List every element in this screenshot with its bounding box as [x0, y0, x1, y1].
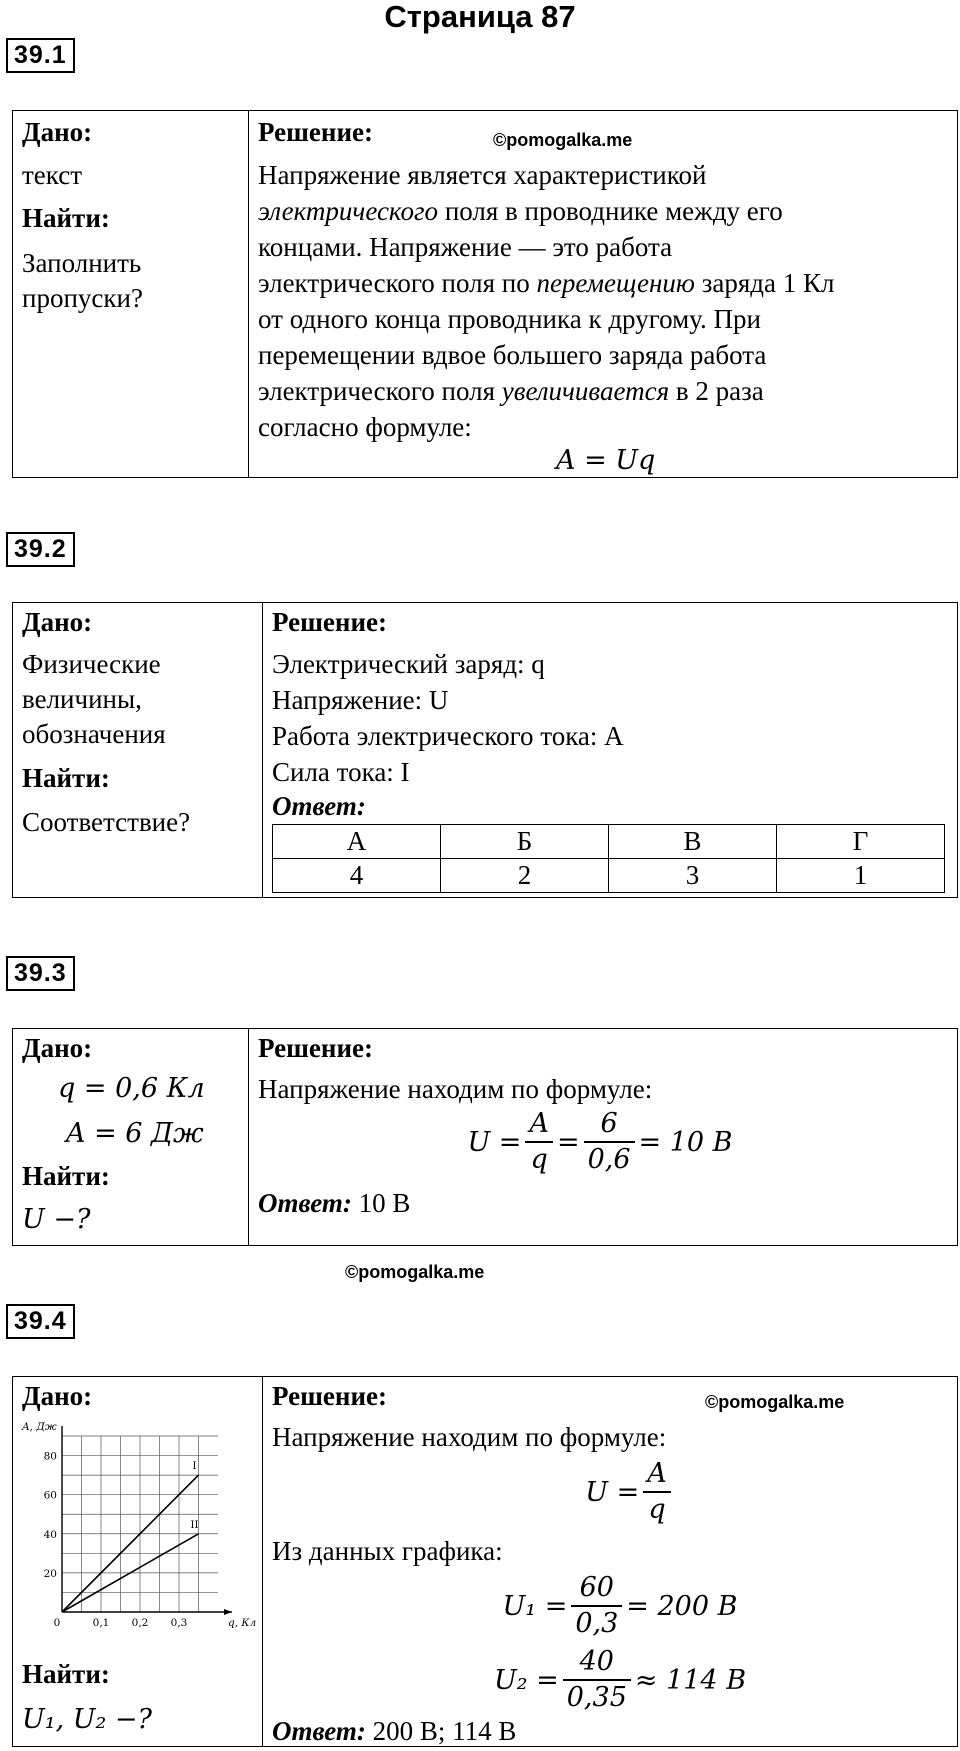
denominator: q [648, 1494, 666, 1525]
answer-line [272, 1713, 516, 1749]
find-value: U −? [22, 1204, 91, 1235]
graph-work-vs-charge [20, 1416, 257, 1648]
solution-line [258, 265, 834, 301]
table-row [273, 825, 945, 859]
solution-line: Из данных графика: [272, 1536, 503, 1566]
watermark: ©pomogalka.me [345, 1262, 485, 1282]
table-cell: В [609, 825, 777, 859]
formula [540, 1452, 720, 1532]
fraction [525, 1107, 553, 1177]
table-cell: Б [441, 825, 609, 859]
formula-part: U₂ = [493, 1664, 559, 1696]
find-value: Заполнить [22, 248, 142, 278]
y-tick-label: 40 [43, 1528, 57, 1541]
solution-label: Решение: [272, 607, 387, 637]
fraction [571, 1571, 622, 1641]
solution-line: концами. Напряжение — это работа [258, 232, 673, 262]
table-cell: 1 [777, 859, 945, 893]
solution-line [258, 373, 764, 409]
table-row [273, 859, 945, 893]
formula [440, 1102, 760, 1182]
numerator: A [525, 1107, 553, 1143]
solution-label: Решение: [258, 117, 373, 147]
text: в 2 раза [669, 376, 764, 406]
table-cell: 2 [441, 859, 609, 893]
column-divider [248, 110, 249, 478]
series-label: II [190, 1519, 199, 1531]
solution-line [258, 193, 783, 229]
given-label: Дано: [22, 117, 93, 147]
denominator: 0,35 [566, 1682, 627, 1713]
page-title: Страница 87 [384, 0, 576, 34]
solution-label: Решение: [272, 1381, 387, 1411]
task-number-39-1: 39.1 [6, 38, 75, 73]
answer-value: 200 В; 114 В [365, 1716, 517, 1746]
find-label: Найти: [22, 203, 110, 233]
watermark: ©pomogalka.me [493, 130, 633, 150]
table-cell: А [273, 825, 441, 859]
table-cell: 3 [609, 859, 777, 893]
formula-part: U = [585, 1476, 640, 1508]
given-label: Дано: [22, 1033, 93, 1063]
graph-lines [62, 1475, 199, 1612]
find-value: пропуски? [22, 283, 143, 313]
find-value: Соответствие? [22, 807, 191, 837]
given-value: обозначения [22, 719, 166, 749]
task-number-39-2: 39.2 [6, 532, 75, 567]
task-number-39-4: 39.4 [6, 1304, 75, 1339]
denominator: 0,6 [587, 1144, 631, 1175]
solution-line: согласно формуле: [258, 412, 472, 442]
y-tick-label: 80 [43, 1450, 57, 1463]
denominator: 0,3 [575, 1608, 619, 1639]
answer-label: Ответ: [272, 1716, 366, 1746]
formula [470, 1640, 770, 1720]
given-value: q = 0,6 Кл [58, 1073, 205, 1104]
find-value: U₁, U₂ −? [22, 1704, 153, 1735]
column-divider [262, 1376, 263, 1747]
solution-label: Решение: [258, 1033, 373, 1063]
x-axis-label: q, Кл [228, 1617, 257, 1629]
find-label: Найти: [22, 1659, 110, 1689]
numerator: A [643, 1457, 671, 1493]
formula-part: = 10 В [638, 1126, 733, 1158]
emphasis: перемещению [536, 268, 695, 298]
denominator: q [530, 1144, 548, 1175]
fraction [563, 1645, 631, 1715]
formula-part: = [556, 1126, 580, 1158]
watermark: ©pomogalka.me [705, 1392, 845, 1412]
table-cell: 4 [273, 859, 441, 893]
solution-line: Напряжение: U [272, 685, 449, 715]
text: электрического поля [258, 376, 502, 406]
given-value: A = 6 Дж [66, 1118, 204, 1149]
fraction [584, 1107, 635, 1177]
graph-labels [21, 1421, 256, 1629]
formula-part: = 200 В [626, 1590, 738, 1622]
given-label: Дано: [22, 607, 93, 637]
given-value: величины, [22, 684, 142, 714]
y-tick-label: 60 [43, 1489, 57, 1502]
y-axis-label: A, Дж [22, 1421, 57, 1433]
find-label: Найти: [22, 763, 110, 793]
formula: A = Uq [556, 445, 656, 476]
formula [480, 1566, 760, 1646]
task-number-39-3: 39.3 [6, 956, 75, 991]
given-label: Дано: [22, 1381, 93, 1411]
answer-line [258, 1185, 410, 1221]
x-axis-arrow [224, 1609, 232, 1615]
fraction [643, 1457, 671, 1527]
x-tick-label: 0,3 [170, 1617, 188, 1629]
solution-line: Напряжение находим по формуле: [272, 1422, 667, 1452]
solution-line: перемещении вдвое большего заряда работа [258, 340, 767, 370]
text: поля в проводнике между его [438, 196, 783, 226]
x-tick-label: 0,2 [131, 1617, 149, 1629]
answer-value: 10 В [351, 1188, 411, 1218]
formula-part: U₁ = [502, 1590, 568, 1622]
answer-label: Ответ: [272, 791, 366, 821]
column-divider [248, 1028, 249, 1246]
text: заряда 1 Кл [694, 268, 835, 298]
solution-line: Напряжение находим по формуле: [258, 1074, 653, 1104]
formula-part: ≈ 114 В [634, 1664, 747, 1696]
numerator: 60 [571, 1571, 622, 1607]
answer-label: Ответ: [258, 1188, 352, 1218]
solution-line: Работа электрического тока: A [272, 721, 624, 751]
x-tick-label: 0,1 [92, 1617, 110, 1629]
column-divider [262, 602, 263, 898]
table-cell: Г [777, 825, 945, 859]
answer-table [272, 824, 945, 893]
series-line-I [62, 1475, 199, 1612]
given-value: Физические [22, 649, 161, 679]
text: электрического поля по [258, 268, 537, 298]
x-tick-label: 0 [53, 1617, 61, 1629]
emphasis: увеличивается [501, 376, 670, 406]
y-tick-label: 20 [43, 1567, 57, 1580]
solution-line: Сила тока: I [272, 757, 410, 787]
find-label: Найти: [22, 1161, 110, 1191]
series-label: I [192, 1461, 197, 1473]
solution-line: Электрический заряд: q [272, 649, 545, 679]
numerator: 6 [584, 1107, 635, 1143]
formula-part: U = [467, 1126, 522, 1158]
solution-line: от одного конца проводника к другому. При [258, 304, 761, 334]
emphasis: электрического [258, 196, 439, 226]
numerator: 40 [563, 1645, 631, 1681]
given-value: текст [22, 160, 83, 190]
solution-line: Напряжение является характеристикой [258, 160, 707, 190]
